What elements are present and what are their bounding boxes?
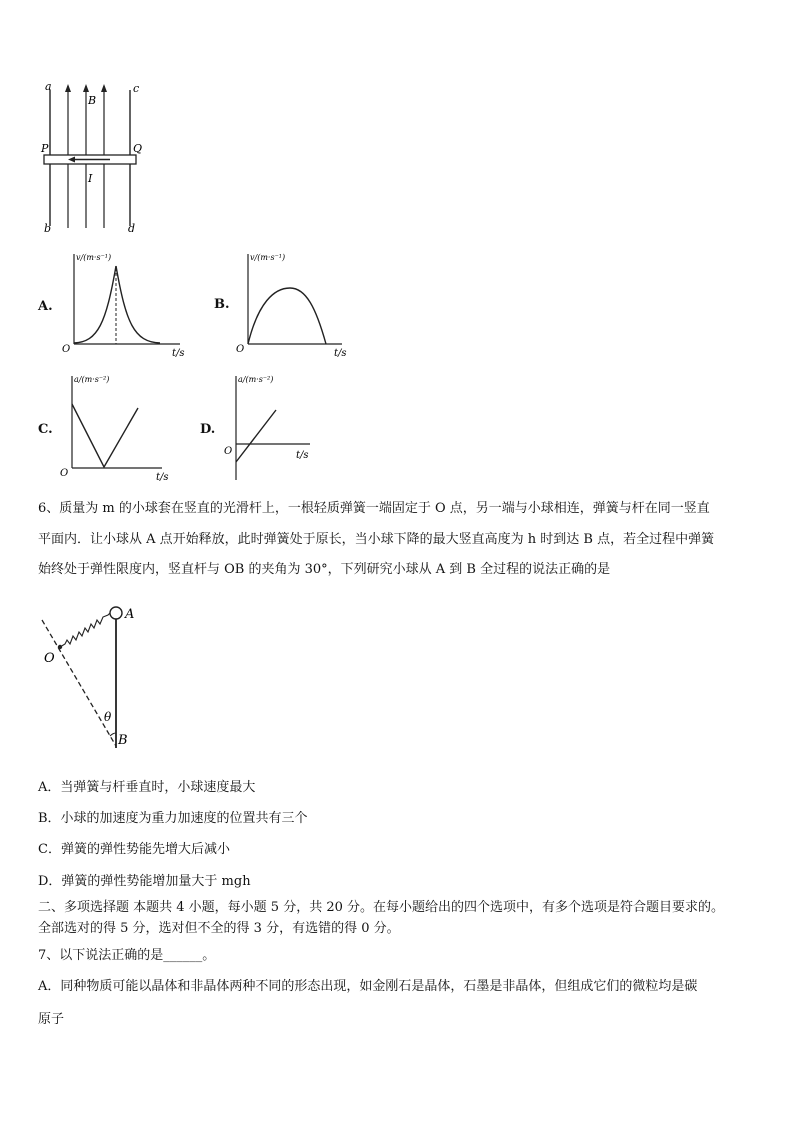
fig6-label-theta: θ — [104, 710, 112, 724]
q7-option-A-line1: A．同种物质可能以晶体和非晶体两种不同的形态出现，如金刚石是晶体，石墨是非晶体，但组成它们的微粒均是碳 — [38, 979, 698, 994]
label-I: I — [88, 172, 93, 185]
q7-stem: 7、以下说法正确的是______。 — [38, 948, 216, 963]
graph-A-origin: O — [62, 344, 71, 355]
q6-text-line1: 6、质量为 m 的小球套在竖直的光滑杆上，一根轻质弹簧一端固定于 O 点，另一端与小球相连，弹簧与杆在同一竖直 — [38, 501, 710, 516]
section2-heading-line2: 全部选对的得 5 分，选对但不全的得 3 分，有选错的得 0 分。 — [38, 921, 400, 936]
q6-option-B: B．小球的加速度为重力加速度的位置共有三个 — [38, 811, 308, 826]
graph-D — [222, 370, 322, 486]
graph-B — [232, 248, 354, 360]
option-A-label: A. — [38, 299, 53, 314]
spring-rod-figure — [38, 600, 148, 752]
label-b: b — [44, 222, 52, 235]
label-B: B — [88, 94, 97, 107]
q6-option-D: D．弹簧的弹性势能增加量大于 mgh — [38, 874, 251, 889]
graph-C-xlabel: t/s — [156, 472, 169, 482]
graph-C-origin: O — [60, 468, 69, 479]
q6-option-A: A．当弹簧与杆垂直时，小球速度最大 — [38, 780, 256, 795]
graph-B-xlabel: t/s — [334, 348, 347, 359]
label-P: P — [41, 142, 49, 155]
q7-option-A-line2: 原子 — [38, 1012, 65, 1027]
q6-text-line3: 始终处于弹性限度内，竖直杆与 OB 的夹角为 30°，下列研究小球从 A 到 B 全过程的说法正确的是 — [38, 562, 611, 577]
graph-A — [58, 248, 190, 360]
section2-heading-line1: 二、多项选择题 本题共 4 小题，每小题 5 分，共 20 分。在每小题给出的四个选项中，有多个选项是符合题目要求的。 — [38, 900, 725, 915]
label-a: a — [45, 80, 52, 93]
graph-C-ylabel: a/(m·s⁻²) — [74, 375, 110, 384]
option-D-label: D. — [200, 422, 216, 437]
option-C-label: C. — [38, 422, 53, 437]
fig6-label-O: O — [44, 651, 55, 666]
graph-B-ylabel: v/(m·s⁻¹) — [250, 253, 286, 262]
graph-C — [58, 370, 172, 482]
fig6-label-A: A — [125, 607, 135, 622]
graph-B-origin: O — [236, 344, 245, 355]
graph-A-xlabel: t/s — [172, 348, 185, 359]
option-B-label: B. — [214, 297, 230, 312]
graph-D-origin: O — [224, 446, 233, 457]
label-Q: Q — [133, 142, 143, 155]
graph-A-ylabel: v/(m·s⁻¹) — [76, 253, 112, 262]
label-c: c — [133, 82, 140, 95]
label-d: d — [128, 222, 136, 235]
graph-D-xlabel: t/s — [296, 450, 309, 461]
rods-field-figure — [38, 78, 148, 236]
q6-text-line2: 平面内．让小球从 A 点开始释放，此时弹簧处于原长，当小球下降的最大竖直高度为 h 时到达 B 点，若全过程中弹簧 — [38, 532, 715, 547]
fig6-label-B: B — [118, 733, 128, 748]
q6-option-C: C．弹簧的弹性势能先增大后减小 — [38, 842, 230, 857]
graph-D-ylabel: a/(m·s⁻²) — [238, 375, 274, 384]
